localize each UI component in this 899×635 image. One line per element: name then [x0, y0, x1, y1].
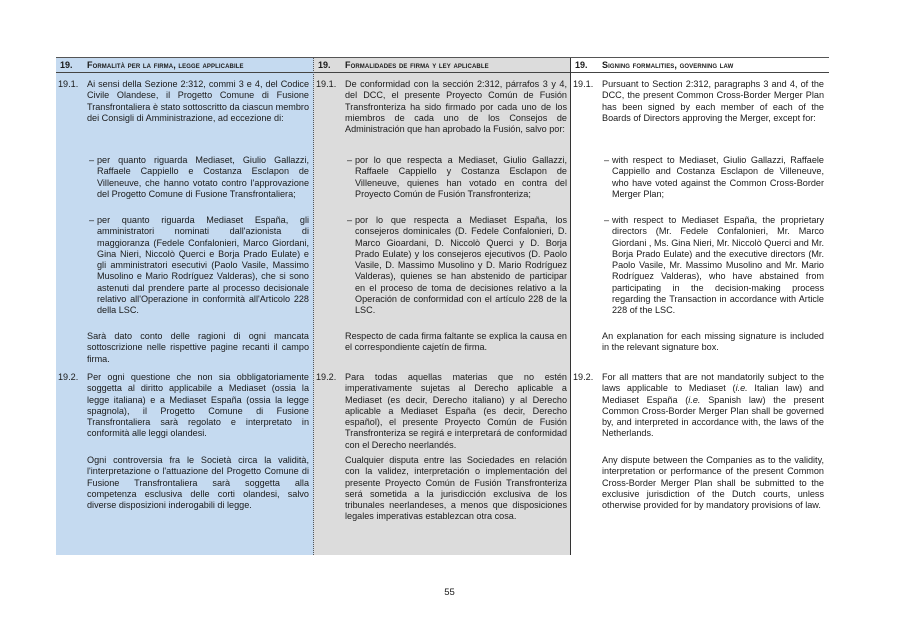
spanish-header-title: Formalidades de firma y ley aplicable: [345, 60, 489, 70]
italian-header: [56, 58, 313, 73]
spanish-header-number: 19.: [318, 60, 331, 70]
spanish-bullet-2-dash: –: [347, 215, 353, 225]
english-header-number: 19.: [575, 60, 588, 70]
spanish-section-19-2-p2: Cualquier disputa entre las Sociedades en relación con la validez, interpretación o implementación del presente Proyecto Común de Fusión Transfronteriza será sometida a la jurisdicción exclusiva de los tribunales neerlandeses, a menos que disposiciones legales imperativas establezcan otra cosa.: [345, 455, 567, 522]
english-bullet-2-dash: –: [604, 215, 610, 225]
italian-section-19-2-number: 19.2.: [58, 372, 79, 382]
italian-section-19-1-closing: Sarà dato conto delle ragioni di ogni mancata sottoscrizione nelle rispettive pagine recanti il campo firma.: [87, 331, 309, 364]
english-bullet-2: with respect to Mediaset España, the proprietary directors (Mr. Fedele Confalonieri, Mr. Marco Giordani , Ms. Gina Nieri, Mr. Niccolò Querci and Mr. Borja Prado Eulate) and the executive directors (Mr. Paolo Vasile, Mr. Massimo Musolino and Mr. Mario Rodríguez Valderas), who have abstained from participating in the decision-making process regarding the Transaction in accordance with Article 228 of the LSC.: [612, 215, 824, 316]
italian-section-19-1-intro: Ai sensi della Sezione 2:312, commi 3 e 4, del Codice Civile Olandese, il Progetto Comune di Fusione Transfrontaliera è stato sottoscritto da ciascun membro dei Consigli di Amministrazione, ad eccezione di:: [87, 79, 309, 123]
english-section-19-2-p1: [602, 372, 824, 440]
spanish-section-19-1-number: 19.1.: [316, 79, 337, 89]
italian-bullet-2: per quanto riguarda Mediaset España, gli amministratori nominati dall'azionista di maggioranza (Fedele Confalonieri, Marco Giordani, Gina Nieri, Niccolò Querci e Borja Prado Eulate) e gli amministratori esecutivi (Paolo Vasile, Massimo Musolino e Mario Rodríguez Valderas), che si sono astenuti dal prendere parte al processo decisionale relativo all'Operazione in conformità all'Articolo 228 della LSC.: [97, 215, 309, 316]
english-bullet-1: with respect to Mediaset, Giulio Gallazzi, Raffaele Cappiello and Costanza Esclapon de Villeneuve, who have voted against the Common Cross-Border Merger Plan;: [612, 155, 824, 199]
spanish-column: [314, 58, 571, 555]
spanish-section-19-1-intro: De conformidad con la sección 2:312, párrafos 3 y 4, del DCC, el presente Proyecto Común de Fusión Transfronteriza ha sido firmado por cada uno de los miembros de cada uno de los Consejos de Administración que han aprobado la Fusión, salvo por:: [345, 79, 567, 135]
english-section-19-2-p2: Any dispute between the Companies as to the validity, interpretation or performance of the present Common Cross-Border Merger Plan shall be submitted to the exclusive jurisdiction of the Dutch courts, unless otherwise provided for by mandatory provisions of law.: [602, 455, 824, 511]
italian-bullet-1: per quanto riguarda Mediaset, Giulio Gallazzi, Raffaele Cappiello e Costanza Esclapon de Villeneuve, che hanno votato contro l'approvazione del Progetto Comune di Fusione Transfrontaliera;: [97, 155, 309, 199]
italian-bullet-1-dash: –: [89, 155, 95, 165]
english-section-19-2-number: 19.2.: [573, 372, 594, 382]
italian-section-19-2-p2: Ogni controversia fra le Società circa la validità, l'interpretazione o l'attuazione del Progetto Comune di Fusione Transfrontaliera sarà soggetta alla competenza esclusiva delle corti olandesi, salvo diverse disposizioni inderogabili di legge.: [87, 455, 309, 511]
page-number: 55: [444, 587, 455, 598]
english-s2-p1-part-b: Italian law) and Mediaset España (: [602, 383, 824, 405]
spanish-section-19-2-number: 19.2.: [316, 372, 337, 382]
english-s2-p1-part-c: Spanish law) the present Common Cross-Border Merger Plan shall be governed by, and interpreted in accordance with, the laws of the Netherlands.: [602, 394, 824, 439]
english-column: [571, 58, 829, 555]
english-bullet-1-dash: –: [604, 155, 610, 165]
italian-bullet-2-dash: –: [89, 215, 95, 225]
english-header-title: Signing formalities, governing law: [602, 60, 734, 70]
spanish-bullet-2: por lo que respecta a Mediaset España, los consejeros dominicales (D. Fedele Confalonieri, D. Marco Gioardani, D. Niccolò Querci y D. Borja Prado Eulate) y los consejeros ejecutivos (D. Paolo Vasile, D. Massimo Musolino y D. Mario Rodríguez Valderas), quienes se han abstenido de participar en el proceso de toma de decisiones relativo a la Operación de conformidad con el artículo 228 de la LSC.: [355, 215, 567, 316]
italian-section-19-1-number: 19.1.: [58, 79, 79, 89]
italian-column: [56, 58, 314, 555]
spanish-bullet-1-dash: –: [347, 155, 353, 165]
spanish-section-19-2-p1: Para todas aquellas materias que no estén imperativamente sujetas al Derecho aplicable a Mediaset (es decir, Derecho italiano) y al Derecho aplicable a Mediaset España (es decir, Derecho español), el presente Proyecto Común de Fusión Transfronteriza se regirá e interpretará de conformidad con el Derecho neerlandés.: [345, 372, 567, 450]
spanish-section-19-1-closing: Respecto de cada firma faltante se explica la causa en el correspondiente cajetín de firma.: [345, 331, 567, 353]
spanish-bullet-1: por lo que respecta a Mediaset, Giulio Gallazzi, Raffaele Cappiello y Costanza Esclapon de Villeneuve, quienes han votado en contra del Proyecto Común de Fusión Transfronteriza;: [355, 155, 567, 199]
english-section-19-1-number: 19.1.: [573, 79, 594, 89]
english-header: [571, 58, 829, 73]
italian-header-number: 19.: [60, 60, 73, 70]
english-s2-p1-part-a: For all matters that are not mandatorily subject to the laws applicable to Mediaset (: [602, 372, 824, 394]
english-s2-p1-ie-2: i.e.: [688, 394, 701, 405]
english-section-19-1-intro: Pursuant to Section 2:312, paragraphs 3 and 4, of the DCC, the present Common Cross-Border Merger Plan has been signed by each member of each of the Boards of Directors approving the Merger, except for:: [602, 79, 824, 123]
trilingual-table: [56, 57, 829, 555]
english-section-19-1-closing: An explanation for each missing signature is included in the relevant signature box.: [602, 331, 824, 353]
english-s2-p1-ie-1: i.e.: [735, 383, 748, 394]
italian-header-title: Formalità per la firma, legge applicabile: [87, 60, 244, 70]
spanish-header: [314, 58, 570, 73]
italian-section-19-2-p1: Per ogni questione che non sia obbligatoriamente soggetta al diritto applicabile a Mediaset (ossia la legge italiana) e a Mediaset España (ossia la legge spagnola), il Progetto Comune di Fusione Transfrontaliera sarà regolato e interpretato in conformità alle leggi olandesi.: [87, 372, 309, 439]
